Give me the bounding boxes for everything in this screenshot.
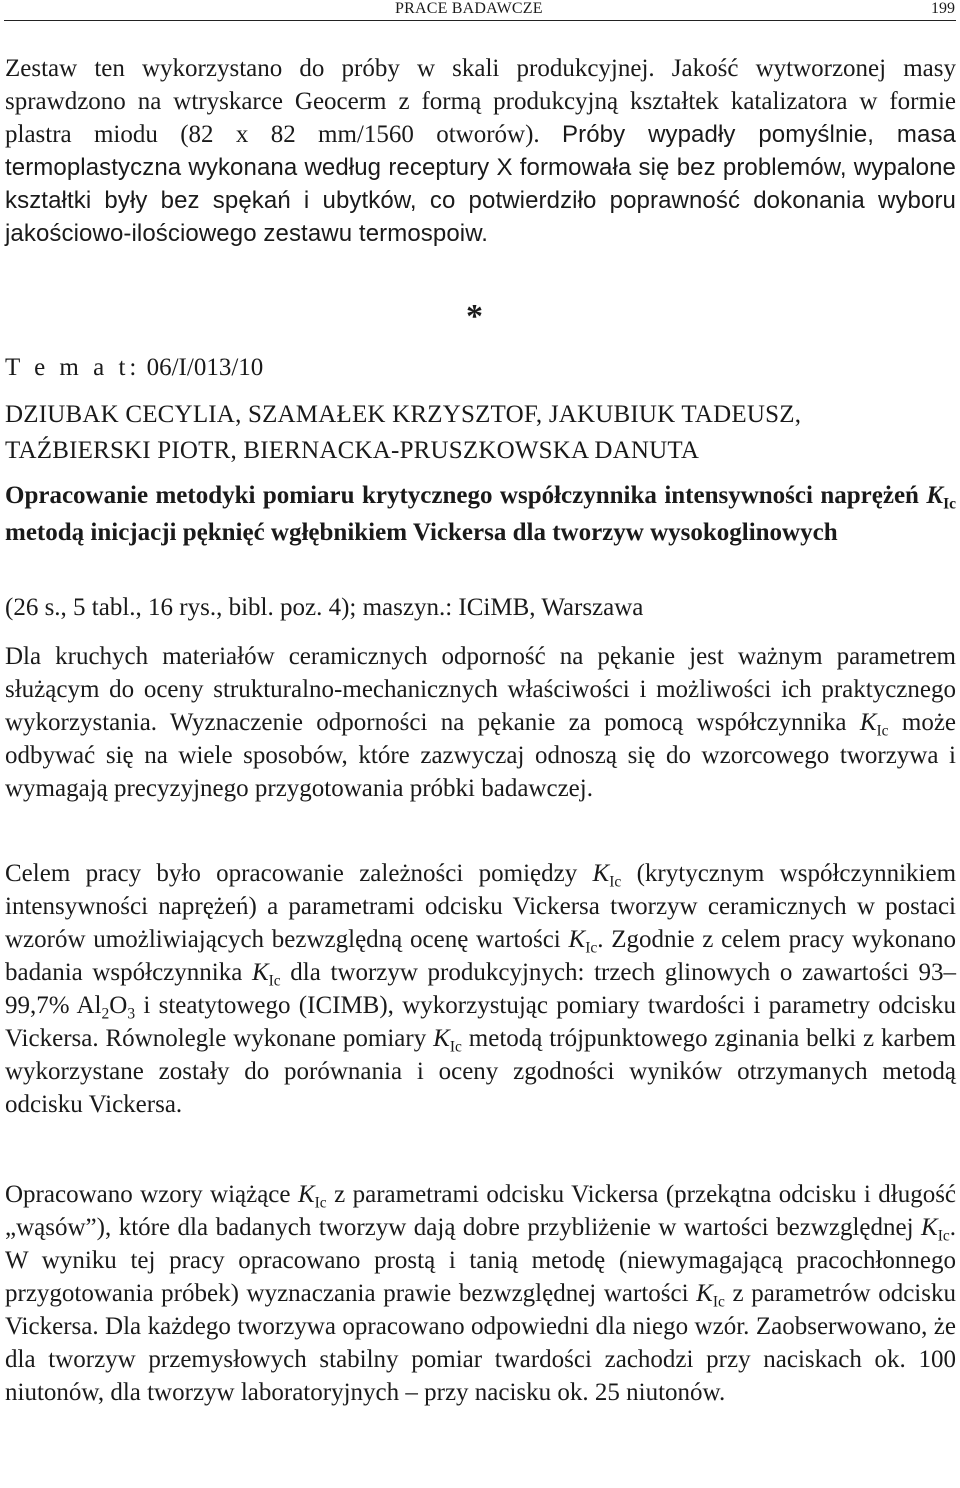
paragraph-1	[5, 640, 956, 805]
p3-text-2: z parametrami odcisku Vickersa (przekątna odcisku i długość „wąsów”), które dla badanych tworzyw dają dobre przybliżenie w wartości bezwzględnej	[5, 1181, 957, 1241]
k-subscript: Ic	[585, 939, 598, 957]
p1-text-2: może odbywać się na wiele sposobów, które zazwyczaj odnoszą się do wzorcowego tworzywa i wymagają precyzyjnego przygotowania próbki badawczej.	[5, 709, 957, 802]
title-part-2: metodą inicjacji pęknięć wgłębnikiem Vickersa dla tworzyw wysokoglinowych	[5, 519, 838, 546]
k-subscript: Ic	[449, 1038, 462, 1056]
header-rule	[4, 20, 956, 21]
p2-text-5: i steatytowego (ICIMB), wykorzystując pomiary twardości i parametry odcisku Vickersa. Równolegle wykonane pomiary	[5, 992, 957, 1052]
formula-o-subscript: 3	[127, 1005, 136, 1023]
running-header	[0, 0, 960, 22]
report-title	[5, 477, 956, 551]
k-symbol: K	[297, 1181, 315, 1208]
k-symbol: K	[696, 1280, 713, 1307]
k-symbol: K	[921, 1214, 938, 1241]
k-symbol: K	[433, 1025, 450, 1052]
p2-text-1: Celem pracy było opracowanie zależności pomiędzy	[5, 860, 578, 887]
alumina-formula	[76, 992, 136, 1023]
topic-line	[5, 351, 263, 384]
p3-text-3: . W wyniku tej pracy opracowano prostą i tanią metodę (niewymagającą pracochłonnego przygotowania próbek) wyznaczania prawie bezwzględnej wartości	[5, 1214, 957, 1307]
topic-label: T e m a t:	[5, 354, 141, 381]
k-subscript: Ic	[314, 1194, 327, 1212]
paragraph-3	[5, 1178, 956, 1409]
formula-al-subscript: 2	[101, 1005, 110, 1023]
k-symbol: K	[251, 959, 269, 986]
formula-o: O	[109, 992, 128, 1019]
intro-rest: Próby wypadły pomyślnie, masa termoplastyczna wykonana według receptury X formowała się bez problemów, wypalone kształtki były bez spękań i ubytków, co potwierdziło poprawność dokonania wyboru jakościowo-ilościowego zestawu termospoiw.	[5, 121, 957, 247]
p3-text-1: Opracowano wzory wiążące	[5, 1181, 291, 1208]
topic-code: 06/I/013/10	[146, 354, 264, 381]
p3-text-4: z parametrów odcisku Vickersa. Dla każdego tworzywa opracowano odpowiedni dla niego wzór. Zaobserwowano, że dla tworzyw przemysłowych stabilny pomiar twardości zachodzi przy naciskach ok. 100 niutonów, dla tworzyw laboratoryjnych – przy nacisku ok. 25 niutonów.	[5, 1280, 956, 1406]
authors-block	[5, 397, 956, 469]
running-title: PRACE BADAWCZE	[395, 0, 543, 17]
k-subscript: Ic	[609, 873, 622, 891]
section-separator: *	[466, 298, 483, 335]
title-k-subscript: Ic	[943, 495, 956, 513]
authors-line-2: TAŹBIERSKI PIOTR, BIERNACKA-PRUSZKOWSKA DANUTA	[5, 437, 700, 464]
p2-text-2: (krytycznym współczynnikiem intensywności naprężeń) a parametrami odcisku Vickersa tworzyw ceramicznych w postaci wzorów umożliwiających bezwzględną ocenę wartości	[5, 860, 957, 953]
bibliographic-note: (26 s., 5 tabl., 16 rys., bibl. poz. 4); maszyn.: ICiMB, Warszawa	[5, 594, 644, 621]
page-number: 199	[931, 0, 955, 17]
intro-lead: Zestaw ten wykorzystano do próby w skali produkcyjnej. Jakość wytworzonej masy sprawdzono na wtryskarce Geocerm z formą produkcyjną kształtek katalizatora w formie plastra miodu (82 x 82 mm/1560 otworów).	[5, 55, 956, 148]
title-part-1: Opracowanie metodyki pomiaru krytycznego współczynnika intensywności naprężeń	[5, 482, 919, 509]
paragraph-2	[5, 857, 956, 1121]
k-symbol: K	[592, 860, 610, 887]
title-k-symbol: K	[926, 482, 944, 509]
k-symbol: K	[859, 709, 877, 736]
k-symbol: K	[568, 926, 586, 953]
p1-text-1: Dla kruchych materiałów ceramicznych odporność na pękanie jest ważnym parametrem służącym do oceny strukturalno-mechanicznych właściwości i możliwości ich praktycznego wykorzystania. Wyznaczenie odporności na pękanie za pomocą współczynnika	[5, 643, 956, 736]
p2-text-3: . Zgodnie z celem pracy wykonano badania współczynnika	[5, 926, 956, 986]
k-subscript: Ic	[876, 722, 889, 740]
k-subscript: Ic	[268, 972, 281, 990]
k-subscript: Ic	[712, 1293, 725, 1311]
authors-line-1: DZIUBAK CECYLIA, SZAMAŁEK KRZYSZTOF, JAKUBIUK TADEUSZ,	[5, 401, 802, 428]
p2-text-4: dla tworzyw produkcyjnych: trzech glinowych o zawartości 93–99,7%	[5, 959, 957, 1019]
k-subscript: Ic	[937, 1227, 950, 1245]
formula-al: Al	[76, 992, 102, 1019]
intro-paragraph	[5, 52, 956, 250]
p2-text-6: metodą trójpunktowego zginania belki z karbem wykorzystane zostały do porównania i oceny zgodności wyników otrzymanych metodą odcisku Vickersa.	[5, 1025, 957, 1118]
